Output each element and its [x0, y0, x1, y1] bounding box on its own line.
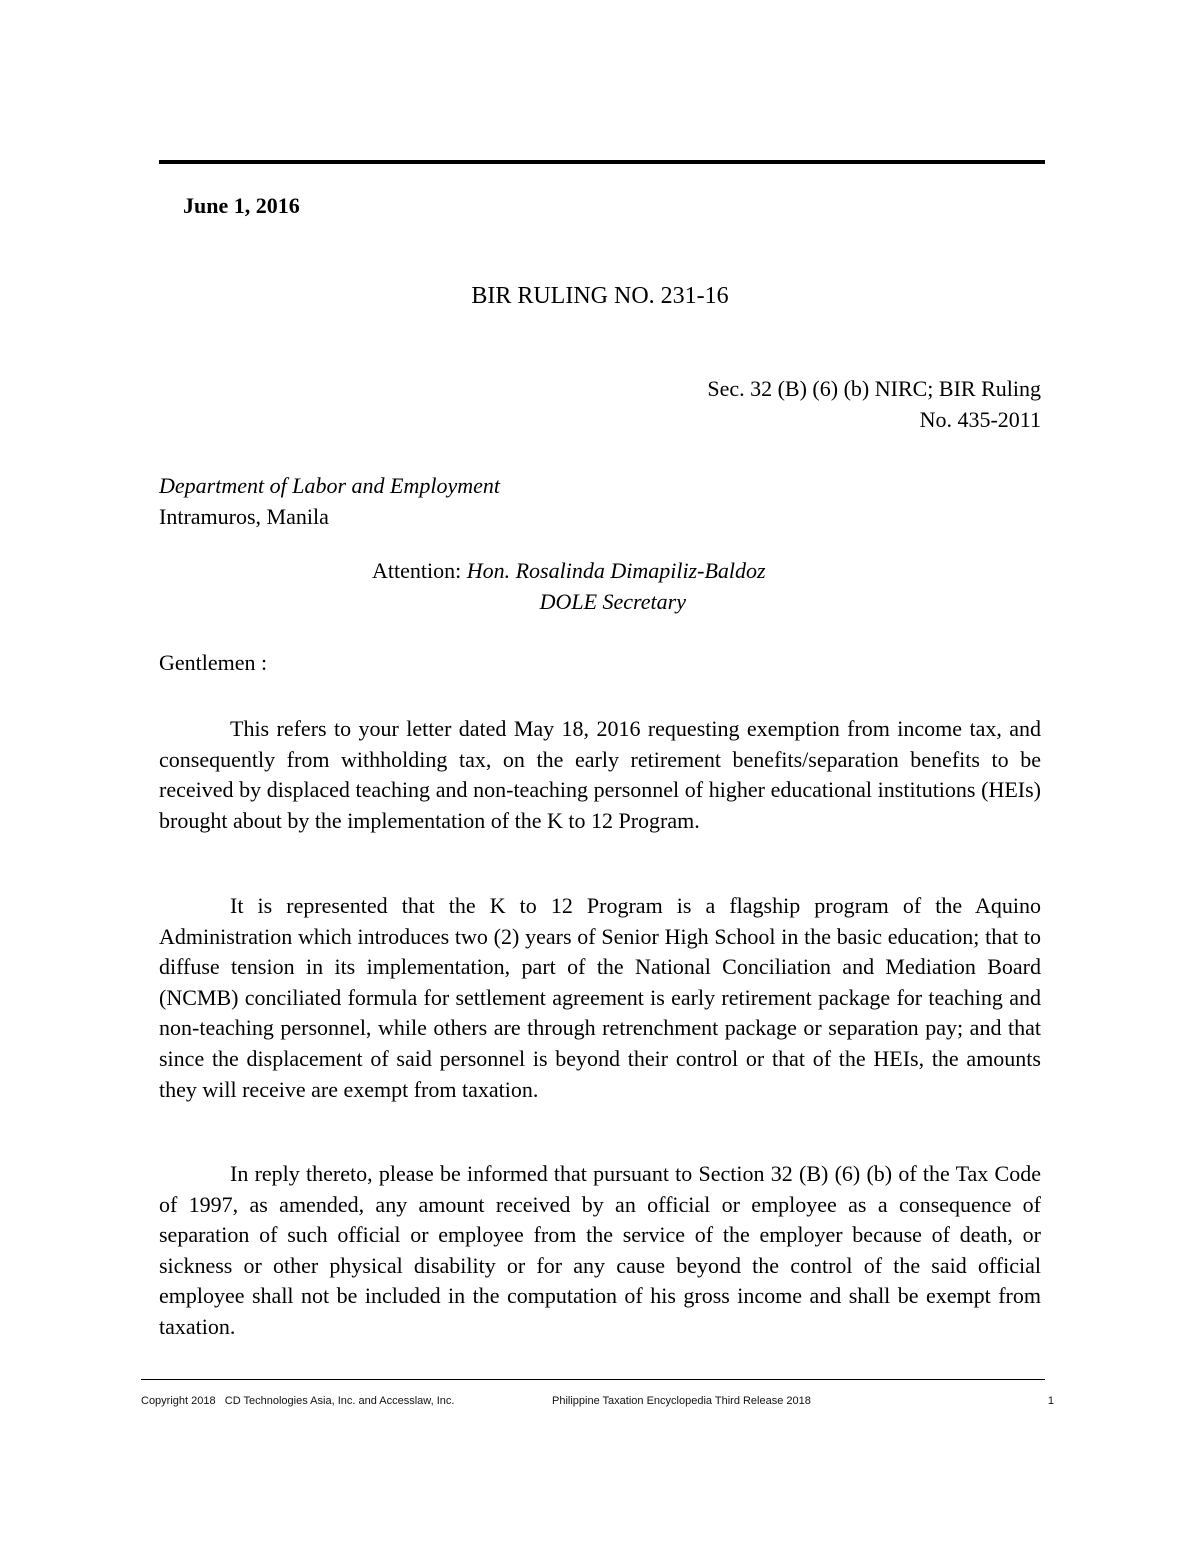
addressee-department: Department of Labor and Employment	[159, 473, 500, 498]
document-date: June 1, 2016	[183, 193, 300, 218]
footer-publication: Philippine Taxation Encyclopedia Third Release 2018	[552, 1395, 811, 1407]
body-paragraph-3: In reply thereto, please be informed that pursuant to Section 32 (B) (6) (b) of the Tax Code of 1997, as amended, any amount received by an official or employee as a consequence of separation of such official or employee from the service of the employer because of death, or sickness or other physical disability or for any cause beyond the control of the said official employee shall not be included in the computation of his gross income and shall be exempt from taxation.	[159, 1161, 1041, 1339]
footer-page-number: 1	[1047, 1395, 1054, 1407]
attention-label: Attention:	[372, 558, 462, 583]
attention-line	[372, 555, 766, 586]
body-paragraph-1: This refers to your letter dated May 18, 2016 requesting exemption from income tax, and consequently from withholding tax, on the early retirement benefits/separation benefits to be received by displaced teaching and non-teaching personnel of higher educational institutions (HEIs) brought about by the implementation of the K to 12 Program.	[159, 716, 1041, 833]
addressee-city: Intramuros, Manila	[159, 504, 329, 529]
legal-reference	[707, 373, 1041, 435]
footer-divider	[141, 1379, 1045, 1380]
body-paragraph-2: It is represented that the K to 12 Program is a flagship program of the Aquino Administration which introduces two (2) years of Senior High School in the basic education; that to diffuse tension in its implementation, part of the National Conciliation and Mediation Board (NCMB) conciliated formula for settlement agreement is early retirement package for teaching and non-teaching personnel, while others are through retrenchment package or separation pay; and that since the displacement of said personnel is beyond their control or that of the HEIs, the amounts they will receive are exempt from taxation.	[159, 893, 1041, 1102]
attention-position: DOLE Secretary	[539, 589, 686, 614]
header-divider	[159, 160, 1045, 164]
attention-name: Hon. Rosalinda Dimapiliz-Baldoz	[466, 558, 766, 583]
ruling-title: BIR RULING NO. 231-16	[471, 283, 729, 309]
attention-block	[372, 555, 766, 617]
salutation: Gentlemen :	[159, 650, 268, 675]
legal-reference-line-2: No. 435-2011	[919, 407, 1041, 432]
legal-reference-line-1: Sec. 32 (B) (6) (b) NIRC; BIR Ruling	[707, 376, 1041, 401]
footer-copyright: Copyright 2018 CD Technologies Asia, Inc. and Accesslaw, Inc.	[141, 1395, 455, 1407]
addressee-block	[159, 470, 500, 532]
